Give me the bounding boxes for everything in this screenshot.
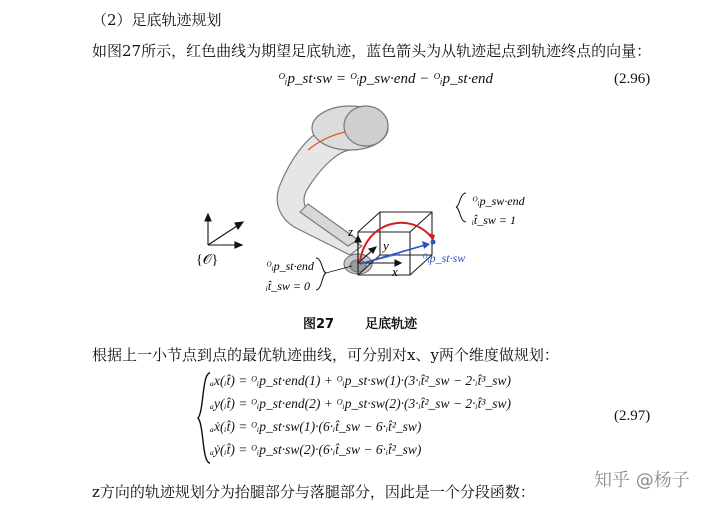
axis-y-label: y <box>383 238 389 253</box>
equation-line-y: ₐy(ᵢt̂) = ᴼᵢp_st·end(2) + ᴼᵢp_st·sw(2)·(3·ᵢt̂²_sw − 2·ᵢt̂³_sw) <box>210 396 511 411</box>
label-vector: ᴼᵢp_st·sw <box>422 251 466 265</box>
paragraph-intro: 如图27所示，红色曲线为期望足底轨迹，蓝色箭头为从轨迹起点到轨迹终点的向量： <box>92 42 652 60</box>
equation-number-2-96: (2.96) <box>614 71 651 87</box>
label-end-point: ᴼᵢp_sw·end <box>472 194 525 208</box>
equation-line-ydot: ₐẏ(ᵢt̂) = ᴼᵢp_st·sw(2)·(6·ᵢt̂_sw − 6·ᵢt̂²_sw) <box>210 442 422 457</box>
axis-x-label: x <box>392 264 398 279</box>
caption-title: 足底轨迹 <box>365 317 418 332</box>
label-end-time: ᵢt̂_sw = 1 <box>472 213 517 227</box>
equation-line-xdot: ₐẋ(ᵢt̂) = ᴼᵢp_st·sw(1)·(6·ᵢt̂_sw − 6·ᵢt̂²_sw) <box>210 419 422 434</box>
equation-number-2-97: (2.97) <box>614 408 651 424</box>
label-start-time: ᵢt̂_sw = 0 <box>266 279 311 293</box>
equation-line-x: ₐx(ᵢt̂) = ᴼᵢp_st·end(1) + ᴼᵢp_st·sw(1)·(3·ᵢt̂²_sw − 2·ᵢt̂³_sw) <box>210 373 511 388</box>
global-frame-axes <box>205 214 243 248</box>
axis-z-label: z <box>348 224 354 239</box>
section-heading: （2）足底轨迹规划 <box>92 11 222 29</box>
paragraph-z-planning: z方向的轨迹规划分为抬腿部分与落腿部分，因此是一个分段函数： <box>92 483 535 501</box>
equation-2-96: ᴼᵢp_st·sw = ᴼᵢp_sw·end − ᴼᵢp_st·end <box>278 71 494 87</box>
paragraph-xy-planning: 根据上一小节点到点的最优轨迹曲线，可分别对x、y两个维度做规划： <box>92 346 559 364</box>
label-start-point: ᴼᵢp_st·end <box>266 259 314 273</box>
caption-number: 图27 <box>303 317 335 332</box>
watermark: 知乎 @杨子 <box>594 470 690 491</box>
frame-label: {𝒪} <box>196 253 219 268</box>
